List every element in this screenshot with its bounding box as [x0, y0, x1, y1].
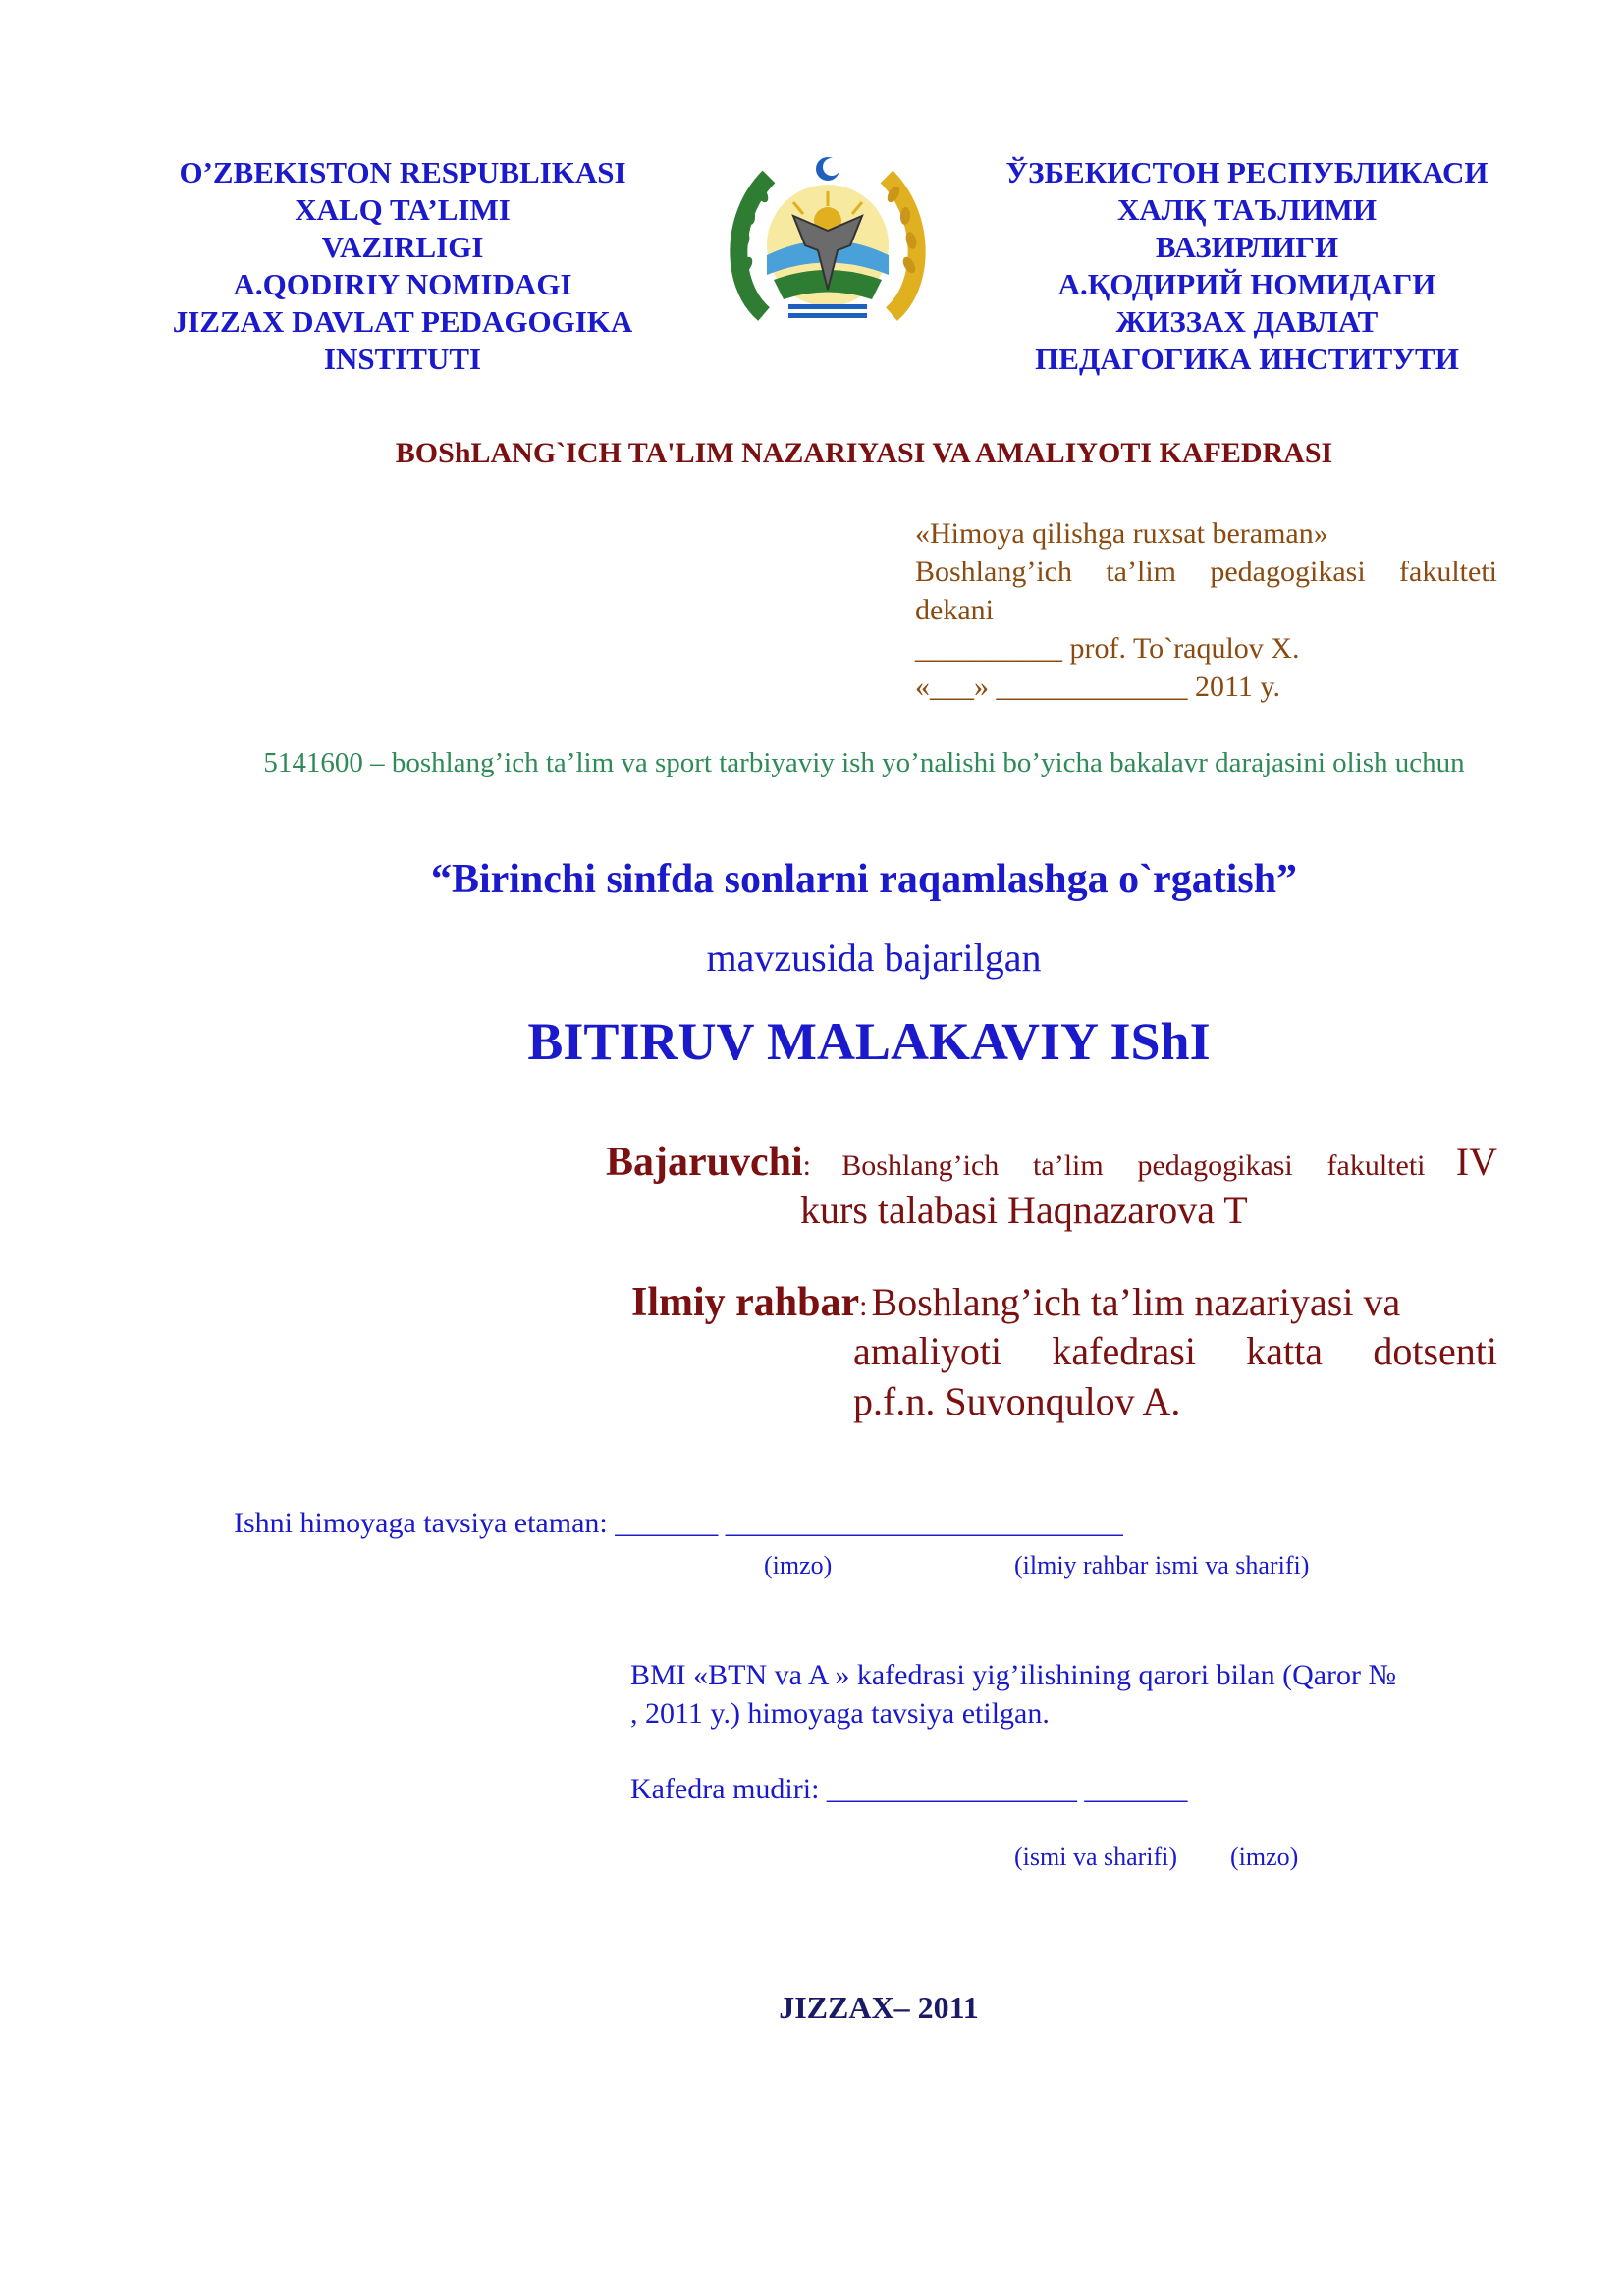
header-left-line: VAZIRLIGI [321, 230, 484, 264]
header-right-line: ПЕДАГОГИКА ИНСТИТУТИ [1035, 342, 1459, 376]
supervisor-line [631, 1279, 1497, 1326]
footer-city-year: JIZZAX– 2011 [779, 1990, 979, 2025]
supervisor-text: Boshlang’ich ta’lim nazariyasi va [871, 1280, 1401, 1324]
approval-line: __________ prof. To`raqulov X. [915, 632, 1300, 665]
header-left-line: XALQ TA’LIMI [295, 192, 511, 227]
signature-caption: (imzo) [764, 1551, 833, 1579]
name-caption: (ismi va sharifi) [1014, 1842, 1178, 1871]
header-right-line: ЖИЗЗАХ ДАВЛАТ [1115, 304, 1379, 339]
performer-colon: : [802, 1149, 812, 1182]
header-left [137, 154, 668, 378]
header-right [952, 154, 1542, 378]
approval-line: «___» _____________ 2011 y. [915, 670, 1280, 703]
performer-course: IV [1455, 1140, 1498, 1184]
header-right-line: А.ҚОДИРИЙ НОМИДАГИ [1057, 267, 1436, 301]
signature-caption: (imzo) [1230, 1842, 1299, 1871]
header-left-line: INSTITUTI [323, 342, 482, 376]
header-right-line: ХАЛҚ ТАЪЛИМИ [1117, 192, 1377, 227]
approval-block [915, 514, 1497, 706]
supervisor-line: p.f.n. Suvonqulov A. [853, 1379, 1181, 1423]
meeting-line: , 2011 y.) himoyaga tavsiya etilgan. [630, 1697, 1050, 1730]
header-left-line: O’ZBEKISTON RESPUBLIKASI [179, 155, 626, 189]
header-right-line: ВАЗИРЛИГИ [1155, 230, 1339, 264]
supervisor-block [631, 1279, 1497, 1426]
department-title: BOShLANG`ICH TA'LIM NAZARIYASI VA AMALIYOTI KAFEDRASI [395, 437, 1333, 469]
topic-subtitle: mavzusida bajarilgan [706, 935, 1042, 980]
header-left-line: A.QODIRIY NOMIDAGI [233, 267, 572, 301]
performer-block [606, 1139, 1497, 1235]
recommend-line: Ishni himoyaga tavsiya etaman: _______ ___________________________ [234, 1507, 1123, 1539]
supervisor-colon: : [859, 1290, 868, 1322]
performer-line [606, 1139, 1497, 1186]
performer-label: Bajaruvchi [606, 1140, 803, 1185]
approval-line: Boshlang’ich ta’lim pedagogikasi fakulteti [915, 556, 1497, 588]
work-title: BITIRUV MALAKAVIY IShI [527, 1012, 1211, 1071]
header-left-line: JIZZAX DAVLAT PEDAGOGIKA [172, 304, 633, 339]
degree-line: 5141600 – boshlang’ich ta’lim va sport tarbiyaviy ish yo’nalishi bo’yicha bakalavr darajasini olish uchun [263, 747, 1465, 778]
meeting-decision [630, 1656, 1499, 1733]
header-right-line: ЎЗБЕКИСТОН РЕСПУБЛИКАСИ [1005, 155, 1489, 189]
supervisor-line: amaliyoti kafedrasi katta dotsenti [853, 1329, 1497, 1373]
supervisor-label: Ilmiy rahbar [631, 1280, 860, 1325]
name-caption: (ilmiy rahbar ismi va sharifi) [1014, 1551, 1310, 1579]
department-head-line: Kafedra mudiri: _________________ _______ [630, 1773, 1188, 1805]
performer-text: Boshlang’ich ta’lim pedagogikasi fakulteti [841, 1149, 1426, 1182]
topic-title: “Birinchi sinfda sonlarni raqamlashga o`rgatish” [430, 857, 1298, 902]
performer-line: kurs talabasi Haqnazarova T [800, 1188, 1248, 1232]
approval-line: «Himoya qilishga ruxsat beraman» [915, 517, 1328, 550]
state-emblem-icon [725, 147, 931, 334]
meeting-line: BMI «BTN va A » kafedrasi yig’ilishining qarori bilan (Qaror № [630, 1659, 1397, 1691]
approval-line: dekani [915, 594, 994, 626]
